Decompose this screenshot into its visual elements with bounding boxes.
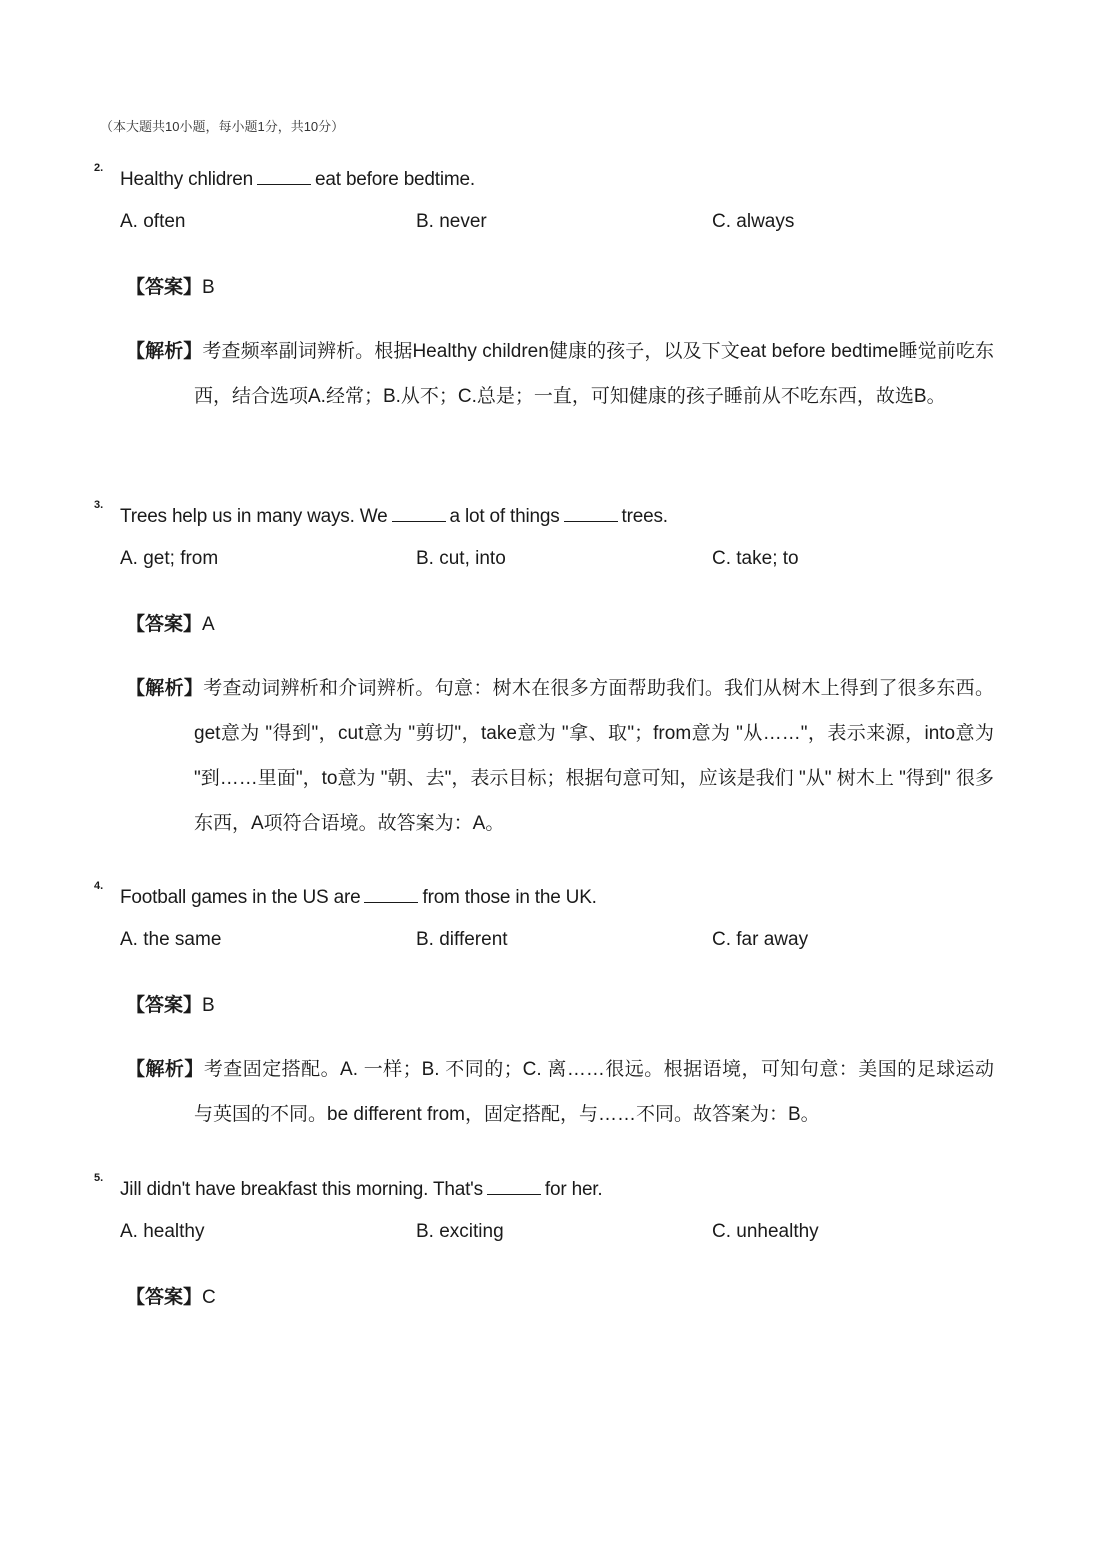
answer-label: 【答案】 <box>126 1287 203 1308</box>
answer-line <box>126 274 1014 302</box>
answer-blank <box>257 166 311 185</box>
options-row <box>120 211 1014 239</box>
question-number: 2. <box>94 162 104 174</box>
option-b: B. never <box>416 211 487 232</box>
option-a: A. get; from <box>120 548 219 569</box>
question-number: 3. <box>94 499 104 511</box>
options-row <box>120 929 1014 957</box>
options-row <box>120 548 1014 576</box>
analysis-label: 【解析】 <box>126 341 203 362</box>
answer-line <box>126 992 1014 1020</box>
analysis-text: 考查动词辨析和介词辨析。句意：树木在很多方面帮助我们。我们从树木上得到了很多东西。get意为 "得到"，cut意为 "剪切"，take意为 "拿、取"；from意为 "从……"，表示来源，into意为 "到……里面"，to意为 "朝、去"，表示目标；根据句意可知，应该是我们 "从" 树木上 "得到" 很多东西，A项符合语境。故答案为：A。 <box>194 678 994 834</box>
answer-label: 【答案】 <box>126 995 203 1016</box>
question-number: 5. <box>94 1172 104 1184</box>
section-note: （本大题共10小题，每小题1分，共10分） <box>100 119 345 134</box>
answer-line <box>126 1284 1014 1312</box>
answer-label: 【答案】 <box>126 277 203 298</box>
question-stem: Jill didn't have breakfast this morning. That's for her. <box>120 1176 1014 1204</box>
question-stem: Healthy chlidren eat before bedtime. <box>120 166 1014 194</box>
question-4 <box>94 880 1014 1137</box>
answer-label: 【答案】 <box>126 614 203 635</box>
option-c: C. take; to <box>712 548 799 569</box>
option-c: C. unhealthy <box>712 1221 819 1242</box>
option-a: A. the same <box>120 929 222 950</box>
option-b: B. exciting <box>416 1221 504 1242</box>
answer-blank <box>392 503 446 522</box>
answer-value: A <box>202 614 215 635</box>
option-c: C. always <box>712 211 795 232</box>
question-stem: Trees help us in many ways. We a lot of things trees. <box>120 503 1014 531</box>
analysis-text: 考查固定搭配。A. 一样；B. 不同的；C. 离……很远。根据语境，可知句意：美国的足球运动与英国的不同。be different from，固定搭配，与……不同。故答案为：B。 <box>194 1059 994 1125</box>
answer-value: B <box>202 995 215 1016</box>
analysis-label: 【解析】 <box>126 1059 204 1080</box>
analysis-label: 【解析】 <box>126 678 204 699</box>
question-5 <box>94 1172 1014 1312</box>
answer-blank <box>364 884 418 903</box>
answer-blank <box>487 1176 541 1195</box>
option-b: B. cut, into <box>416 548 506 569</box>
answer-line <box>126 611 1014 639</box>
answer-blank <box>564 503 618 522</box>
options-row <box>120 1221 1014 1249</box>
question-number: 4. <box>94 880 104 892</box>
option-a: A. often <box>120 211 186 232</box>
question-2 <box>94 162 1014 419</box>
answer-value: C <box>202 1287 216 1308</box>
analysis-block <box>126 666 994 846</box>
analysis-text: 考查频率副词辨析。根据Healthy children健康的孩子，以及下文eat before bedtime睡觉前吃东西，结合选项A.经常；B.从不；C.总是；一直，可知健康的孩子睡前从不吃东西，故选B。 <box>194 341 994 407</box>
answer-value: B <box>202 277 215 298</box>
question-stem: Football games in the US are from those in the UK. <box>120 884 1014 912</box>
option-b: B. different <box>416 929 508 950</box>
analysis-block <box>126 1047 994 1137</box>
question-3 <box>94 499 1014 846</box>
option-a: A. healthy <box>120 1221 205 1242</box>
option-c: C. far away <box>712 929 809 950</box>
analysis-block <box>126 329 994 419</box>
